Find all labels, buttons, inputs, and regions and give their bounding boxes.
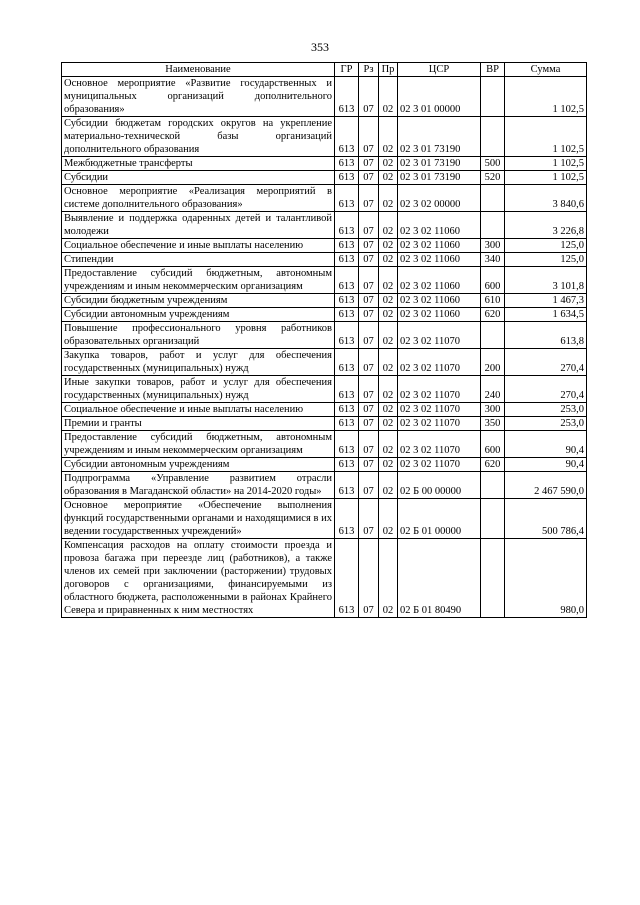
cell-vr: 340 — [481, 253, 505, 267]
cell-gr: 613 — [335, 431, 359, 458]
cell-vr — [481, 322, 505, 349]
cell-gr: 613 — [335, 539, 359, 618]
cell-csr: 02 3 02 11070 — [398, 431, 481, 458]
cell-csr: 02 3 02 11060 — [398, 267, 481, 294]
cell-sum: 980,0 — [505, 539, 587, 618]
cell-pr: 02 — [379, 239, 398, 253]
cell-pr: 02 — [379, 212, 398, 239]
table-row — [62, 403, 587, 417]
table-row — [62, 499, 587, 539]
cell-sum: 270,4 — [505, 376, 587, 403]
cell-sum: 270,4 — [505, 349, 587, 376]
cell-name: Выявление и поддержка одаренных детей и талантливой молодежи — [62, 212, 335, 239]
header-gr: ГР — [335, 63, 359, 77]
cell-gr: 613 — [335, 417, 359, 431]
cell-sum: 2 467 590,0 — [505, 472, 587, 499]
cell-vr — [481, 212, 505, 239]
cell-csr: 02 3 01 73190 — [398, 171, 481, 185]
cell-sum: 1 102,5 — [505, 77, 587, 117]
cell-pr: 02 — [379, 431, 398, 458]
cell-gr: 613 — [335, 212, 359, 239]
cell-sum: 1 102,5 — [505, 157, 587, 171]
table-row — [62, 157, 587, 171]
cell-pr: 02 — [379, 376, 398, 403]
table-header-row — [62, 63, 587, 77]
cell-csr: 02 3 02 11060 — [398, 212, 481, 239]
cell-rz: 07 — [359, 458, 379, 472]
cell-csr: 02 3 02 11070 — [398, 417, 481, 431]
cell-vr: 240 — [481, 376, 505, 403]
header-sum: Сумма — [505, 63, 587, 77]
cell-pr: 02 — [379, 403, 398, 417]
cell-pr: 02 — [379, 349, 398, 376]
cell-rz: 07 — [359, 322, 379, 349]
cell-name: Повышение профессионального уровня работников образовательных организаций — [62, 322, 335, 349]
cell-vr — [481, 77, 505, 117]
cell-vr: 500 — [481, 157, 505, 171]
header-csr: ЦСР — [398, 63, 481, 77]
cell-rz: 07 — [359, 157, 379, 171]
cell-rz: 07 — [359, 431, 379, 458]
cell-gr: 613 — [335, 458, 359, 472]
cell-pr: 02 — [379, 308, 398, 322]
table-row — [62, 417, 587, 431]
cell-rz: 07 — [359, 294, 379, 308]
cell-rz: 07 — [359, 376, 379, 403]
cell-gr: 613 — [335, 376, 359, 403]
table-row — [62, 349, 587, 376]
cell-pr: 02 — [379, 157, 398, 171]
table-row — [62, 294, 587, 308]
cell-gr: 613 — [335, 472, 359, 499]
cell-csr: 02 3 02 11070 — [398, 403, 481, 417]
cell-pr: 02 — [379, 472, 398, 499]
cell-vr — [481, 499, 505, 539]
cell-name: Субсидии автономным учреждениям — [62, 308, 335, 322]
cell-vr: 600 — [481, 267, 505, 294]
cell-sum: 500 786,4 — [505, 499, 587, 539]
table-row — [62, 239, 587, 253]
cell-sum: 90,4 — [505, 431, 587, 458]
header-rz: Рз — [359, 63, 379, 77]
cell-pr: 02 — [379, 77, 398, 117]
cell-csr: 02 Б 01 00000 — [398, 499, 481, 539]
cell-pr: 02 — [379, 322, 398, 349]
cell-pr: 02 — [379, 417, 398, 431]
cell-sum: 253,0 — [505, 417, 587, 431]
cell-sum: 3 226,8 — [505, 212, 587, 239]
cell-csr: 02 3 02 11070 — [398, 376, 481, 403]
cell-gr: 613 — [335, 349, 359, 376]
cell-csr: 02 3 02 11070 — [398, 349, 481, 376]
cell-gr: 613 — [335, 185, 359, 212]
table-row — [62, 539, 587, 618]
cell-gr: 613 — [335, 267, 359, 294]
cell-pr: 02 — [379, 117, 398, 157]
cell-rz: 07 — [359, 239, 379, 253]
cell-gr: 613 — [335, 322, 359, 349]
cell-rz: 07 — [359, 77, 379, 117]
cell-rz: 07 — [359, 185, 379, 212]
cell-gr: 613 — [335, 253, 359, 267]
cell-rz: 07 — [359, 349, 379, 376]
cell-sum: 1 467,3 — [505, 294, 587, 308]
cell-rz: 07 — [359, 308, 379, 322]
cell-name: Субсидии — [62, 171, 335, 185]
cell-rz: 07 — [359, 403, 379, 417]
cell-vr: 620 — [481, 458, 505, 472]
cell-sum: 1 102,5 — [505, 171, 587, 185]
table-row — [62, 77, 587, 117]
cell-name: Подпрограмма «Управление развитием отрасли образования в Магаданской области» на 2014-2020 годы» — [62, 472, 335, 499]
cell-rz: 07 — [359, 417, 379, 431]
cell-name: Компенсация расходов на оплату стоимости проезда и провоза багажа при переезде лиц (работников), а также членов их семей при заключении (расторжении) трудовых договоров с организациями, финансируемыми из областного бюджета, расположенными в районах Крайнего Севера и приравненных к ним местностях — [62, 539, 335, 618]
table-row — [62, 308, 587, 322]
header-name: Наименование — [62, 63, 335, 77]
cell-sum: 125,0 — [505, 253, 587, 267]
table-row — [62, 171, 587, 185]
cell-sum: 253,0 — [505, 403, 587, 417]
table-row — [62, 185, 587, 212]
cell-vr: 520 — [481, 171, 505, 185]
cell-vr: 300 — [481, 239, 505, 253]
cell-sum: 125,0 — [505, 239, 587, 253]
cell-vr — [481, 539, 505, 618]
table-row — [62, 253, 587, 267]
cell-rz: 07 — [359, 472, 379, 499]
table-row — [62, 472, 587, 499]
cell-vr — [481, 472, 505, 499]
cell-gr: 613 — [335, 294, 359, 308]
cell-vr: 300 — [481, 403, 505, 417]
table-row — [62, 117, 587, 157]
cell-csr: 02 3 02 11060 — [398, 253, 481, 267]
table-row — [62, 212, 587, 239]
cell-vr: 200 — [481, 349, 505, 376]
cell-csr: 02 3 02 11070 — [398, 458, 481, 472]
cell-pr: 02 — [379, 253, 398, 267]
cell-pr: 02 — [379, 294, 398, 308]
cell-gr: 613 — [335, 77, 359, 117]
cell-rz: 07 — [359, 539, 379, 618]
cell-csr: 02 3 02 00000 — [398, 185, 481, 212]
cell-pr: 02 — [379, 267, 398, 294]
table-row — [62, 322, 587, 349]
cell-rz: 07 — [359, 117, 379, 157]
cell-name: Закупка товаров, работ и услуг для обеспечения государственных (муниципальных) нужд — [62, 349, 335, 376]
table-row — [62, 376, 587, 403]
cell-csr: 02 Б 00 00000 — [398, 472, 481, 499]
cell-csr: 02 3 02 11060 — [398, 294, 481, 308]
cell-gr: 613 — [335, 157, 359, 171]
header-vr: ВР — [481, 63, 505, 77]
cell-rz: 07 — [359, 253, 379, 267]
cell-vr: 350 — [481, 417, 505, 431]
table-row — [62, 458, 587, 472]
budget-table — [61, 62, 587, 618]
cell-name: Предоставление субсидий бюджетным, автономным учреждениям и иным некоммерческим организациям — [62, 267, 335, 294]
cell-gr: 613 — [335, 308, 359, 322]
cell-sum: 3 840,6 — [505, 185, 587, 212]
cell-gr: 613 — [335, 117, 359, 157]
cell-name: Субсидии бюджетным учреждениям — [62, 294, 335, 308]
cell-pr: 02 — [379, 539, 398, 618]
cell-sum: 3 101,8 — [505, 267, 587, 294]
cell-csr: 02 3 02 11070 — [398, 322, 481, 349]
cell-csr: 02 3 02 11060 — [398, 308, 481, 322]
cell-rz: 07 — [359, 171, 379, 185]
cell-pr: 02 — [379, 499, 398, 539]
cell-gr: 613 — [335, 239, 359, 253]
cell-csr: 02 3 01 00000 — [398, 77, 481, 117]
cell-sum: 613,8 — [505, 322, 587, 349]
cell-name: Субсидии автономным учреждениям — [62, 458, 335, 472]
header-pr: Пр — [379, 63, 398, 77]
cell-gr: 613 — [335, 499, 359, 539]
cell-vr — [481, 117, 505, 157]
page-number: 353 — [311, 40, 329, 54]
cell-csr: 02 Б 01 80490 — [398, 539, 481, 618]
cell-gr: 613 — [335, 403, 359, 417]
table-body — [62, 77, 587, 618]
cell-name: Субсидии бюджетам городских округов на укрепление материально-технической базы организаций дополнительного образования — [62, 117, 335, 157]
cell-rz: 07 — [359, 499, 379, 539]
cell-gr: 613 — [335, 171, 359, 185]
cell-name: Иные закупки товаров, работ и услуг для обеспечения государственных (муниципальных) нужд — [62, 376, 335, 403]
cell-sum: 1 102,5 — [505, 117, 587, 157]
cell-rz: 07 — [359, 212, 379, 239]
cell-name: Стипендии — [62, 253, 335, 267]
cell-vr: 610 — [481, 294, 505, 308]
cell-name: Основное мероприятие «Обеспечение выполнения функций государственными органами и находящимися в их ведении государственных учреждений» — [62, 499, 335, 539]
cell-pr: 02 — [379, 185, 398, 212]
cell-name: Межбюджетные трансферты — [62, 157, 335, 171]
cell-csr: 02 3 01 73190 — [398, 117, 481, 157]
table-row — [62, 431, 587, 458]
cell-name: Предоставление субсидий бюджетным, автономным учреждениям и иным некоммерческим организациям — [62, 431, 335, 458]
cell-vr — [481, 185, 505, 212]
cell-name: Основное мероприятие «Реализация мероприятий в системе дополнительного образования» — [62, 185, 335, 212]
table-row — [62, 267, 587, 294]
cell-pr: 02 — [379, 458, 398, 472]
cell-name: Социальное обеспечение и иные выплаты населению — [62, 403, 335, 417]
cell-pr: 02 — [379, 171, 398, 185]
cell-csr: 02 3 02 11060 — [398, 239, 481, 253]
cell-name: Основное мероприятие «Развитие государственных и муниципальных организаций дополнительного образования» — [62, 77, 335, 117]
cell-csr: 02 3 01 73190 — [398, 157, 481, 171]
cell-sum: 1 634,5 — [505, 308, 587, 322]
cell-name: Премии и гранты — [62, 417, 335, 431]
cell-rz: 07 — [359, 267, 379, 294]
cell-name: Социальное обеспечение и иные выплаты населению — [62, 239, 335, 253]
cell-vr: 620 — [481, 308, 505, 322]
cell-sum: 90,4 — [505, 458, 587, 472]
cell-vr: 600 — [481, 431, 505, 458]
